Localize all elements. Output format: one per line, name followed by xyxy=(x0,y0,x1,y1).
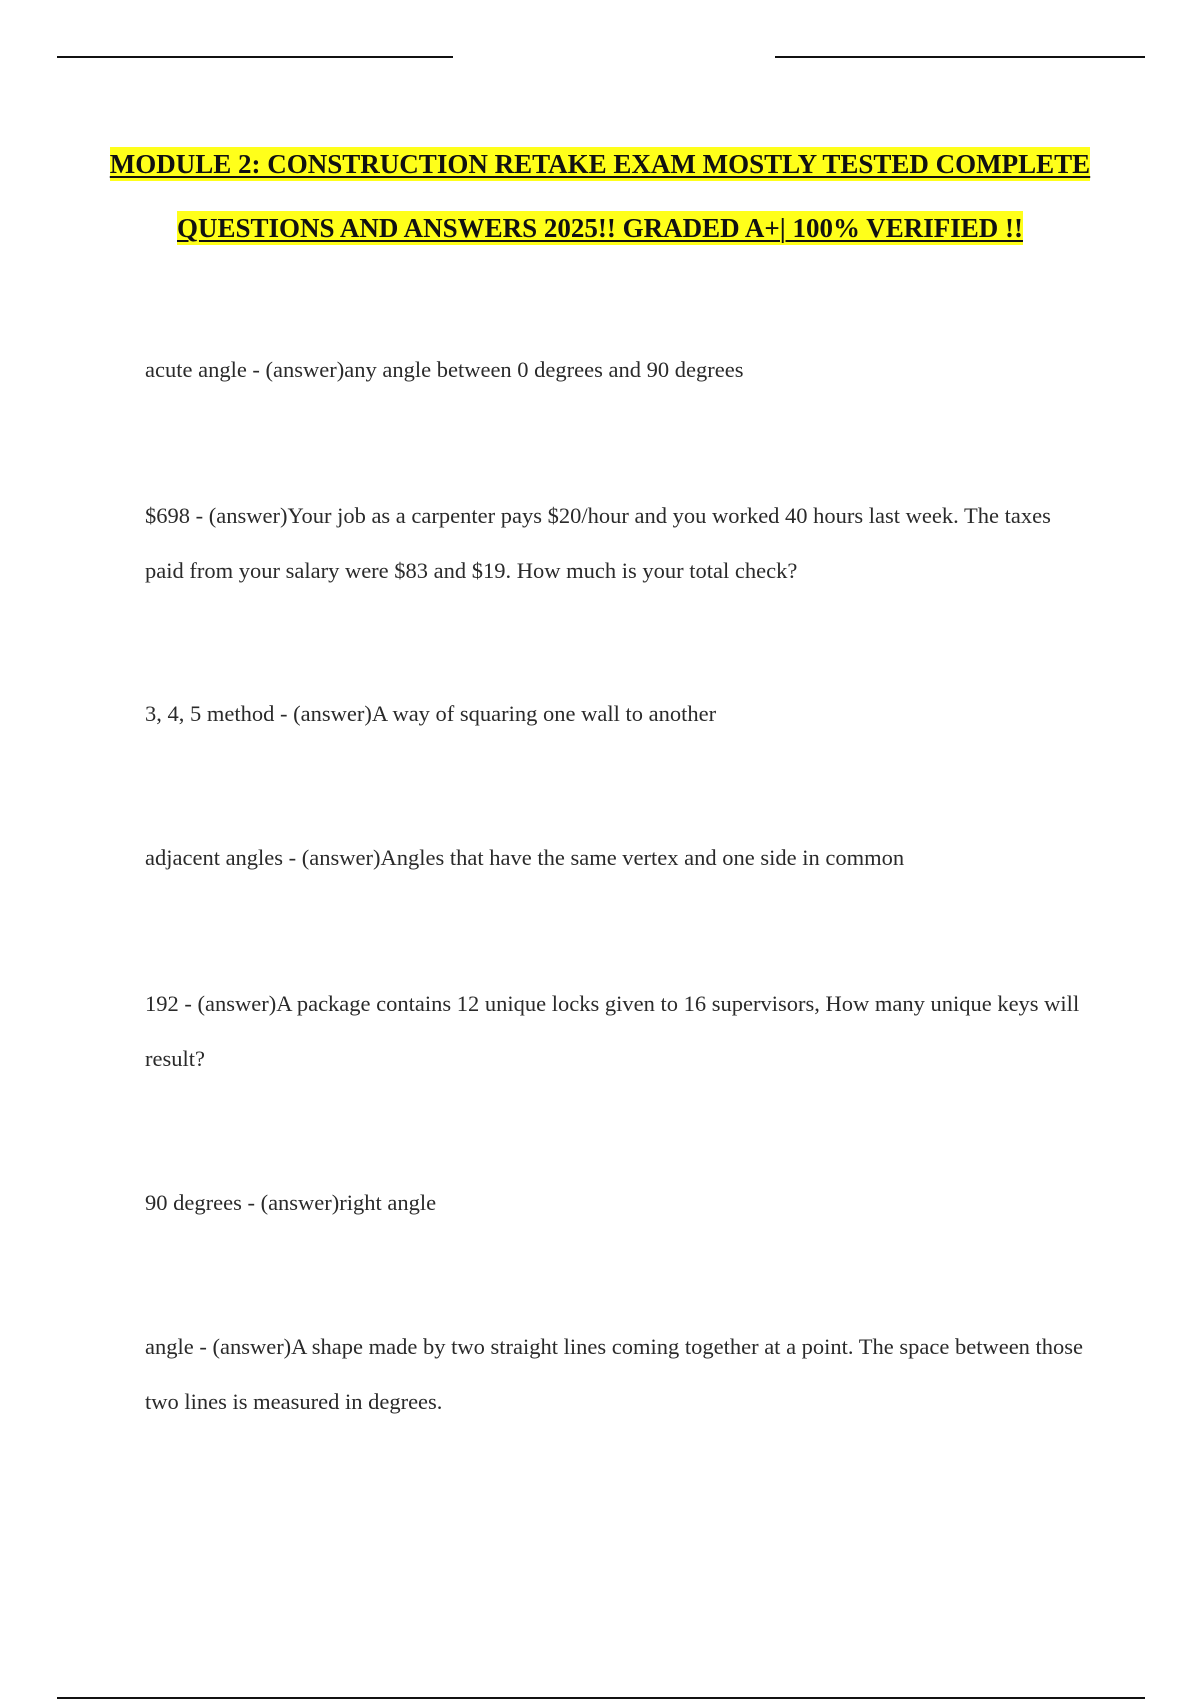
qa-entry-90-degrees: 90 degrees - (answer)right angle xyxy=(145,1190,437,1215)
qa-entry-acute-angle: acute angle - (answer)any angle between 0 degrees and 90 degrees xyxy=(145,357,744,382)
document-title xyxy=(100,132,1100,260)
document-title-text: MODULE 2: CONSTRUCTION RETAKE EXAM MOSTLY TESTED COMPLETE QUESTIONS AND ANSWERS 2025!! GRADED A+| 100% VERIFIED !! xyxy=(109,149,1091,243)
qa-entry-angle: angle - (answer)A shape made by two straight lines coming together at a point. The space between those two lines is measured in degrees. xyxy=(145,1334,1084,1414)
header-rule-left xyxy=(57,56,453,58)
qa-entry-adjacent-angles: adjacent angles - (answer)Angles that have the same vertex and one side in common xyxy=(145,845,905,870)
qa-entry-192: 192 - (answer)A package contains 12 unique locks given to 16 supervisors, How many unique keys will result? xyxy=(145,991,1080,1071)
footer-rule xyxy=(57,1697,1145,1699)
qa-entry-345-method: 3, 4, 5 method - (answer)A way of squaring one wall to another xyxy=(145,701,717,726)
qa-entry-698: $698 - (answer)Your job as a carpenter pays $20/hour and you worked 40 hours last week. The taxes paid from your salary were $83 and $19. How much is your total check? xyxy=(145,503,1051,583)
header-rule-right xyxy=(775,56,1145,58)
